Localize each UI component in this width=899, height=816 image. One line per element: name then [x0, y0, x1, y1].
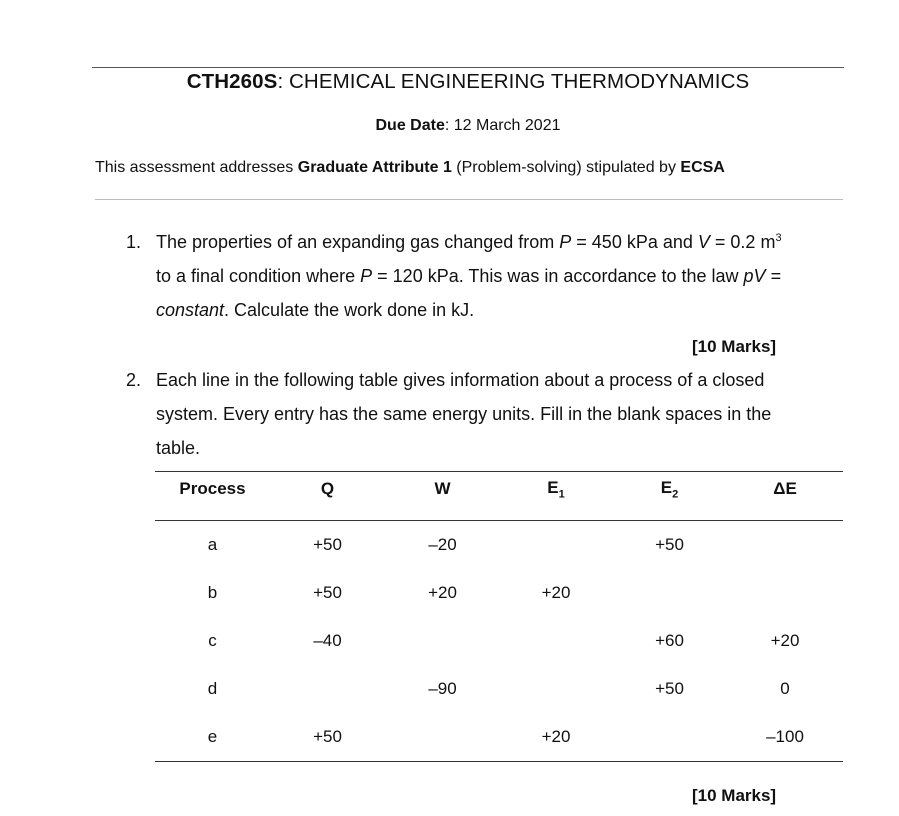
due-value: 12 March 2021	[453, 117, 561, 134]
cell-process: e	[155, 713, 270, 762]
cell-w	[385, 617, 500, 665]
question-2-line-2: system. Every entry has the same energy units. Fill in the blank spaces in the	[156, 404, 772, 424]
cell-q: –40	[313, 631, 342, 650]
header-e2-letter: E	[660, 477, 673, 497]
q1-text: . Calculate the work done in kJ.	[224, 300, 475, 320]
q1-var-pv: pV	[743, 266, 766, 286]
question-1-marks: [10 Marks]	[692, 337, 777, 356]
cell-q: +50	[313, 583, 342, 602]
question-2-line-1: Each line in the following table gives information about a process of a closed	[156, 370, 765, 390]
cell-delta-e: +20	[770, 631, 800, 650]
header-e1-letter: E	[547, 477, 559, 497]
section-divider	[95, 199, 843, 200]
table-row	[155, 521, 843, 570]
q1-var-v: V	[697, 232, 710, 252]
cell-delta-e	[727, 521, 843, 570]
cell-w	[385, 713, 500, 762]
cell-delta-e: 0	[780, 679, 790, 698]
cell-e1	[500, 617, 612, 665]
course-name: CHEMICAL ENGINEERING THERMODYNAMICS	[289, 70, 750, 93]
q1-text: =	[765, 266, 782, 286]
top-rule	[92, 67, 844, 68]
q1-var-p: P	[559, 232, 572, 252]
header-w: W	[385, 472, 500, 507]
cell-w: –90	[428, 679, 457, 698]
question-2-number: 2.	[126, 370, 142, 390]
cell-e2	[612, 713, 727, 762]
cell-q: +50	[270, 713, 385, 762]
cell-e1: +20	[541, 583, 571, 602]
graduate-attribute: Graduate Attribute 1	[297, 159, 452, 176]
assess-prefix: This assessment addresses	[95, 159, 298, 176]
question-1-line-3	[156, 300, 474, 321]
table-row	[155, 713, 843, 762]
header-process: Process	[155, 472, 270, 507]
due-date	[92, 117, 844, 135]
q1-constant: constant	[156, 300, 225, 320]
cell-process: b	[207, 583, 218, 602]
cell-e1	[500, 521, 612, 570]
q1-text: The properties of an expanding gas changed from	[156, 232, 560, 252]
cell-q	[270, 665, 385, 713]
header-e2-subscript: 2	[672, 488, 679, 501]
cell-e1	[500, 665, 612, 713]
table-row	[155, 617, 843, 665]
header-spacer	[155, 506, 843, 521]
page-title	[92, 70, 844, 94]
due-separator: :	[444, 117, 454, 134]
cell-e2: +60	[655, 631, 684, 650]
q1-var-p: P	[360, 266, 373, 286]
question-2-line-3: table.	[156, 438, 201, 458]
cell-w: +20	[428, 583, 457, 602]
cell-delta-e: –100	[727, 713, 843, 762]
table-header-row	[155, 472, 843, 507]
header-q: Q	[270, 472, 385, 507]
question-1-line-1	[156, 232, 782, 253]
assessment-statement	[95, 159, 725, 177]
cell-w: –20	[428, 535, 457, 554]
course-code: CTH260S	[186, 70, 278, 93]
process-table	[155, 471, 843, 762]
header-e1-subscript: 1	[558, 488, 565, 501]
q1-text: = 0.2 m	[709, 232, 776, 252]
header-e1	[500, 472, 612, 507]
cell-q: +50	[313, 535, 342, 554]
due-label: Due Date	[375, 117, 445, 134]
course-separator: :	[277, 70, 290, 93]
cell-e1: +20	[500, 713, 612, 762]
q1-exponent: 3	[775, 232, 782, 244]
cell-process: d	[207, 679, 218, 698]
header-e2	[612, 472, 727, 507]
table-row	[155, 665, 843, 713]
cell-process: c	[208, 631, 217, 650]
question-1-line-2	[156, 266, 781, 287]
question-1-number: 1.	[126, 232, 142, 252]
accrediting-body: ECSA	[680, 159, 725, 176]
cell-e2	[612, 569, 727, 617]
header-delta-e: ΔE	[727, 472, 843, 507]
cell-e2: +50	[655, 535, 684, 554]
question-2-marks: [10 Marks]	[692, 786, 777, 805]
table-row	[155, 569, 843, 617]
q1-text: = 120 kPa. This was in accordance to the law	[372, 266, 744, 286]
assess-middle: (Problem-solving) stipulated by	[451, 159, 681, 176]
cell-delta-e	[727, 569, 843, 617]
cell-e2: +50	[655, 679, 684, 698]
q1-text: to a final condition where	[156, 266, 361, 286]
q1-text: = 450 kPa and	[571, 232, 698, 252]
cell-process: a	[207, 535, 218, 554]
